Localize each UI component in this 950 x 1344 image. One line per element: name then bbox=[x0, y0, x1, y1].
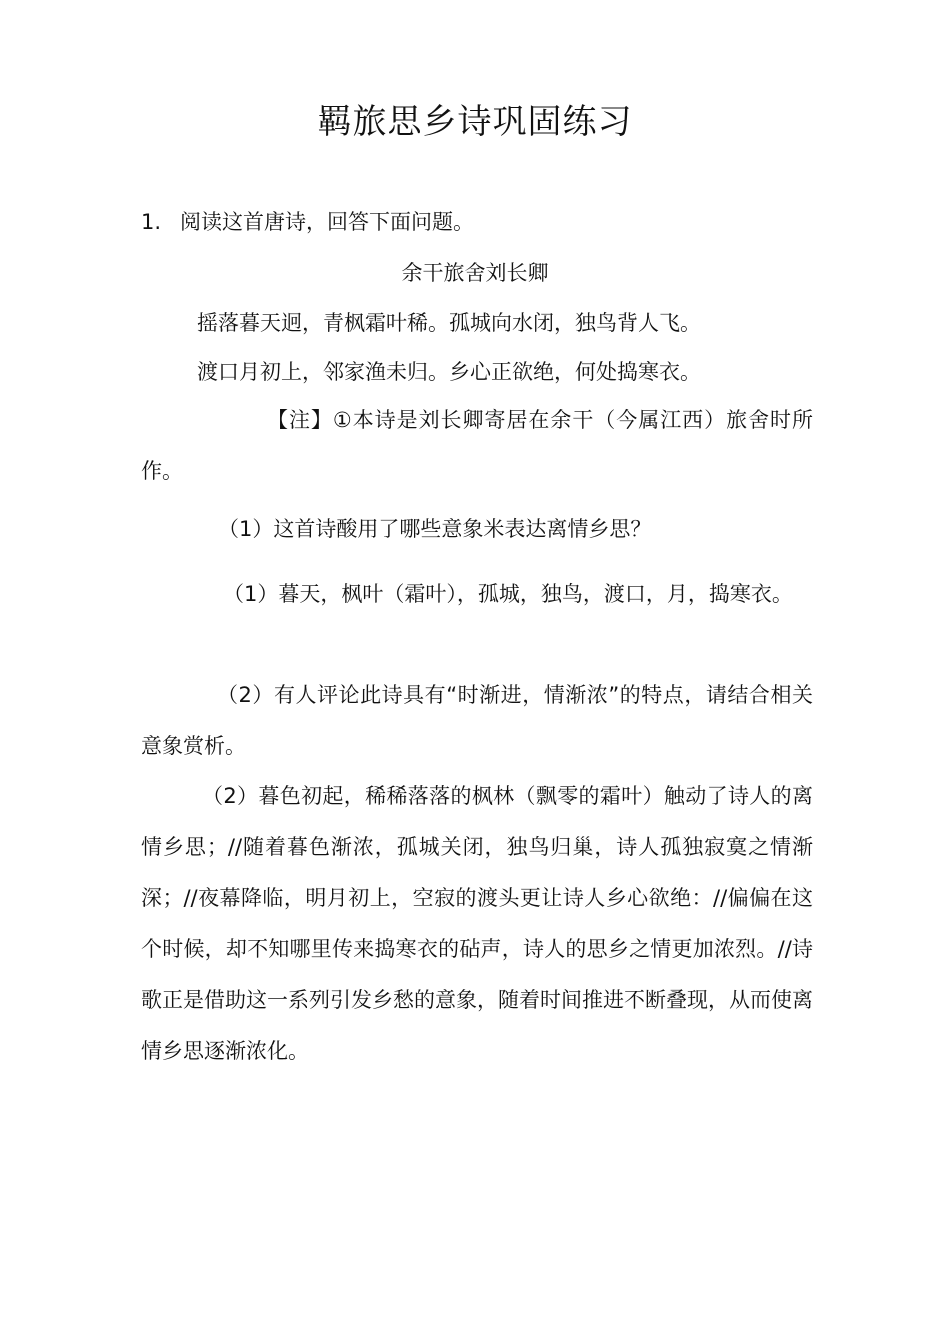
answer-2: （2）暮色初起，稀稀落落的枫林（飘零的霜叶）触动了诗人的离情乡思；//随着暮色渐浓，孤城关闭，独鸟归巢，诗人孤独寂寞之情渐深；//夜幕降临，明月初上，空寂的渡头更让诗人乡心欲绝：//偏偏在这个时候，却不知哪里传来捣寒衣的砧声，诗人的思乡之情更加浓烈。//诗歌正是借助这一系列引发乡愁的意象，随着时间推进不断叠现，从而使离情乡思逐渐浓化。 bbox=[141, 784, 813, 1063]
poem-line-1: 摇落暮天迥，青枫霜叶稀。孤城向水闭，独鸟背人飞。 bbox=[197, 311, 701, 335]
poem-note: 【注】①本诗是刘长卿寄居在余干（今属江西）旅舍时所作。 bbox=[141, 408, 813, 483]
question-number: 1. bbox=[141, 210, 162, 234]
question-prompt: 阅读这首唐诗，回答下面问题。 bbox=[180, 210, 474, 234]
document-title: 羁旅思乡诗巩固练习 bbox=[317, 102, 633, 142]
sub-question-1: （1）这首诗酸用了哪些意象米表达离情乡思？ bbox=[218, 517, 652, 541]
answer-1: （1）暮天，枫叶（霜叶），孤城，独鸟，渡口，月，捣寒衣。 bbox=[223, 582, 793, 606]
poem-line-2: 渡口月初上，邻家渔未归。乡心正欲绝，何处捣寒衣。 bbox=[197, 360, 701, 384]
poem-title: 余干旅舍刘长卿 bbox=[401, 261, 549, 285]
sub-question-2: （2）有人评论此诗具有“时渐进，情渐浓”的特点，请结合相关意象赏析。 bbox=[141, 683, 813, 758]
